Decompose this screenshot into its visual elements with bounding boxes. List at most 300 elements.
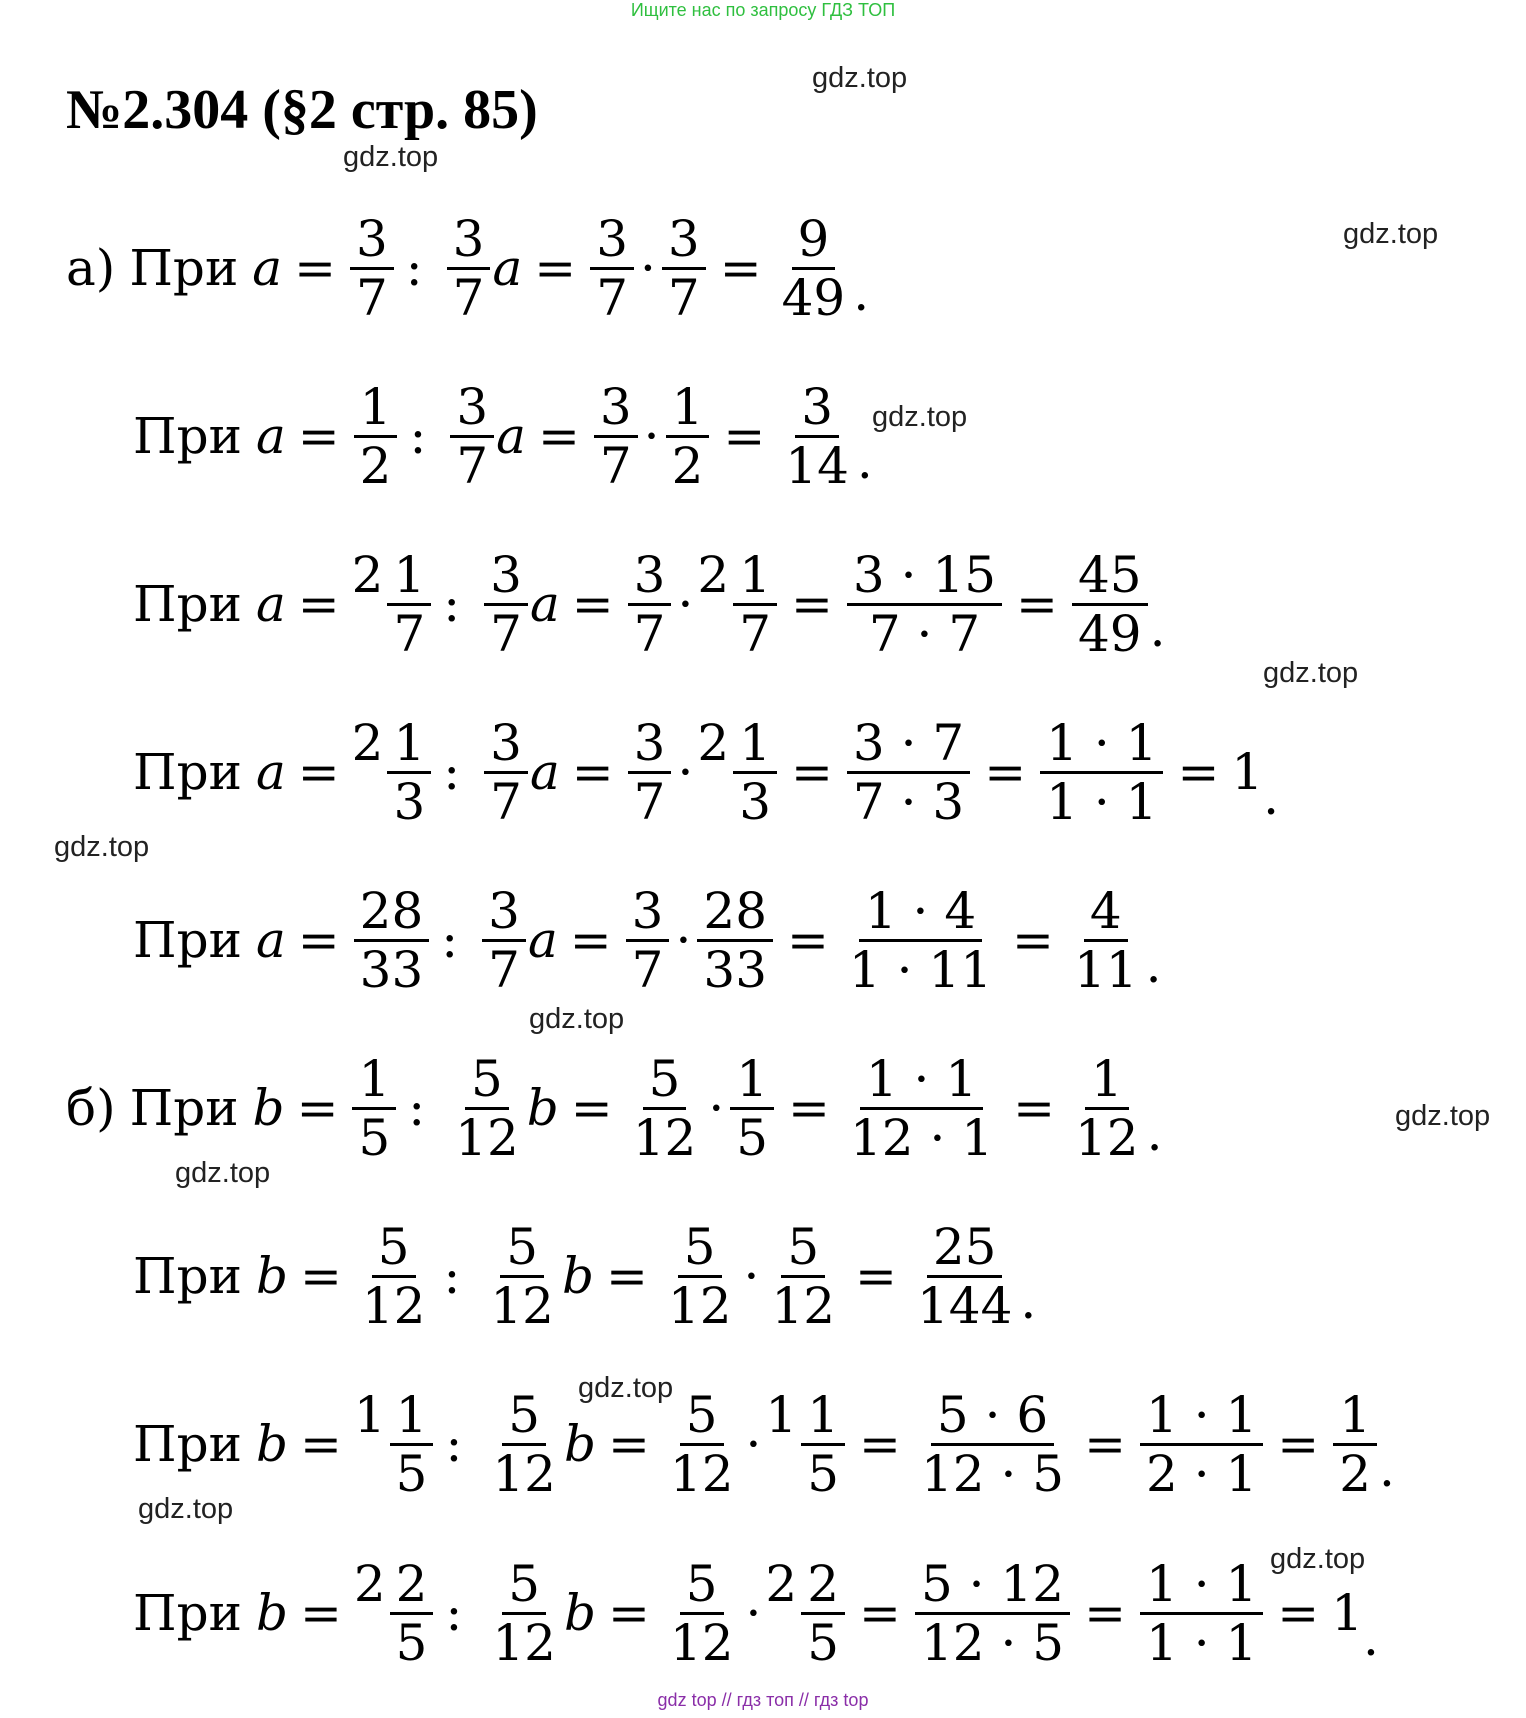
denominator: 5 xyxy=(807,1445,840,1503)
equals-sign: = xyxy=(607,1584,650,1642)
denominator: 12 xyxy=(455,1109,519,1167)
numerator: 5 · 6 xyxy=(931,1387,1054,1446)
variable: a xyxy=(255,743,286,801)
multiply-dot: · xyxy=(643,407,660,465)
argument-fraction-group xyxy=(660,210,708,326)
factor-fraction xyxy=(626,883,670,998)
numerator: 1 · 4 xyxy=(859,883,982,942)
given-value-fraction-group xyxy=(352,714,434,830)
coefficient-fraction xyxy=(447,211,491,326)
argument-fraction xyxy=(765,1219,841,1334)
denominator: 33 xyxy=(359,941,424,999)
pri-word: При xyxy=(133,1415,242,1473)
equals-sign: = xyxy=(719,239,762,297)
result-fraction xyxy=(776,211,852,326)
result-fraction xyxy=(915,1387,1070,1502)
watermark: gdz.top xyxy=(175,1157,271,1189)
result-fraction xyxy=(1333,1387,1377,1502)
denominator: 5 xyxy=(807,1614,840,1672)
denominator: 7 xyxy=(452,269,485,327)
numerator: 3 xyxy=(795,379,839,438)
denominator: 12 xyxy=(492,1614,556,1672)
period: . xyxy=(1146,1104,1163,1162)
denominator: 5 xyxy=(358,1109,391,1167)
factor-fraction-group xyxy=(660,1218,740,1334)
factor-fraction-group xyxy=(592,378,640,494)
equals-sign: = xyxy=(791,743,833,801)
equals-sign: = xyxy=(787,911,829,969)
equals-sign: = xyxy=(537,407,580,465)
coefficient-fraction-group xyxy=(445,210,493,326)
denominator: 11 xyxy=(1073,941,1138,999)
multiply-dot: · xyxy=(677,743,694,801)
equals-sign: = xyxy=(297,743,340,801)
equation-line xyxy=(133,1386,1395,1502)
pri-word: При xyxy=(133,1584,242,1642)
coefficient-fraction xyxy=(486,1387,562,1502)
given-value-fraction-group xyxy=(352,882,432,998)
denominator: 14 xyxy=(785,437,849,495)
denominator: 7 xyxy=(739,605,772,663)
equals-sign: = xyxy=(984,743,1027,801)
equals-sign: = xyxy=(607,1415,650,1473)
watermark: gdz.top xyxy=(1263,657,1359,689)
equals-sign: = xyxy=(1013,1079,1055,1137)
numerator: 3 xyxy=(350,211,394,270)
denominator: 12 xyxy=(667,1277,732,1335)
watermark: gdz.top xyxy=(1395,1100,1491,1132)
denominator: 1 · 11 xyxy=(848,941,993,999)
period: . xyxy=(1145,936,1162,994)
equals-sign: = xyxy=(859,1584,901,1642)
colon: : xyxy=(409,407,427,465)
result-fraction-group xyxy=(774,210,854,326)
numerator: 1 xyxy=(666,379,710,438)
equals-sign: = xyxy=(1084,1584,1126,1642)
numerator: 1 xyxy=(801,1387,845,1446)
result-fraction-group xyxy=(842,1050,1001,1166)
argument-fraction xyxy=(697,883,773,998)
denominator: 12 xyxy=(669,1445,734,1503)
factor-fraction xyxy=(628,715,672,830)
denominator: 7 xyxy=(631,941,664,999)
coefficient-fraction-group xyxy=(484,1386,564,1502)
numerator: 3 xyxy=(590,211,634,270)
numerator: 3 xyxy=(450,379,494,438)
colon: : xyxy=(445,1584,463,1642)
coefficient-fraction-group xyxy=(482,1218,562,1334)
numerator: 1 · 1 xyxy=(860,1051,983,1110)
variable: b xyxy=(255,1247,288,1305)
numerator: 2 xyxy=(390,1556,434,1615)
factor-fraction xyxy=(590,211,634,326)
equals-sign: = xyxy=(571,575,614,633)
result-fraction-group xyxy=(1038,714,1165,830)
watermark: gdz.top xyxy=(343,141,439,173)
denominator: 49 xyxy=(1077,605,1142,663)
denominator: 33 xyxy=(703,941,768,999)
equals-sign: = xyxy=(569,911,612,969)
numerator: 3 xyxy=(628,715,672,774)
result-fraction-group xyxy=(1066,882,1146,998)
colon: : xyxy=(445,1415,463,1473)
given-value-fraction-group xyxy=(352,546,434,662)
result-fraction xyxy=(779,379,855,494)
equals-sign: = xyxy=(859,1415,901,1473)
result-fraction xyxy=(847,715,970,830)
result-fraction xyxy=(843,883,998,998)
period: . xyxy=(1263,768,1280,826)
factor-fraction-group xyxy=(625,1050,705,1166)
equals-sign: = xyxy=(1277,1415,1320,1473)
denominator: 7 xyxy=(490,773,522,831)
numerator: 3 xyxy=(594,379,638,438)
factor-fraction-group xyxy=(624,882,672,998)
argument-fraction xyxy=(801,1556,845,1671)
denominator: 12 xyxy=(361,1277,426,1335)
coefficient-fraction-group xyxy=(447,1050,527,1166)
given-value-fraction-group xyxy=(354,1218,434,1334)
numerator: 4 xyxy=(1084,883,1128,942)
result-fraction-group xyxy=(1138,1555,1265,1671)
multiply-dot: · xyxy=(708,1079,725,1137)
coefficient-fraction xyxy=(484,1219,560,1334)
numerator: 3 xyxy=(484,547,528,606)
colon: : xyxy=(443,575,461,633)
equals-sign: = xyxy=(1177,743,1220,801)
equals-sign: = xyxy=(296,1079,339,1137)
whole-part: 1 xyxy=(353,1386,386,1444)
denominator: 7 xyxy=(490,605,522,663)
whole-part: 2 xyxy=(697,546,730,604)
argument-fraction xyxy=(801,1387,845,1502)
result-fraction xyxy=(844,1051,999,1166)
numerator: 1 xyxy=(1333,1387,1377,1446)
denominator: 7 xyxy=(667,269,700,327)
numerator: 1 xyxy=(1085,1051,1129,1110)
equals-sign: = xyxy=(791,575,833,633)
denominator: 7 xyxy=(488,941,520,999)
factor-fraction-group xyxy=(662,1555,742,1671)
result-fraction-group xyxy=(1331,1386,1379,1502)
numerator: 5 xyxy=(500,1219,544,1278)
coefficient-fraction-group xyxy=(482,546,530,662)
denominator: 12 · 5 xyxy=(920,1445,1065,1503)
period: . xyxy=(853,264,870,322)
final-result: 1 xyxy=(1331,1584,1364,1642)
denominator: 7 · 3 xyxy=(852,773,965,831)
numerator: 5 xyxy=(680,1387,724,1446)
denominator: 144 xyxy=(916,1277,1013,1335)
numerator: 3 xyxy=(662,211,706,270)
equals-sign: = xyxy=(1012,911,1054,969)
watermark: gdz.top xyxy=(1343,218,1439,250)
argument-fraction-group xyxy=(765,1386,847,1502)
numerator: 5 xyxy=(678,1219,722,1278)
numerator: 5 xyxy=(502,1556,546,1615)
coefficient-fraction-group xyxy=(484,1555,564,1671)
argument-fraction xyxy=(733,547,777,662)
factor-fraction-group xyxy=(588,210,636,326)
variable: b xyxy=(526,1079,559,1137)
page-title: №2.304 (§2 стр. 85) xyxy=(66,79,538,141)
factor-fraction-group xyxy=(626,546,674,662)
colon: : xyxy=(441,911,459,969)
numerator: 5 · 12 xyxy=(915,1556,1070,1615)
colon: : xyxy=(408,1079,426,1137)
numerator: 3 · 15 xyxy=(847,547,1002,606)
variable: b xyxy=(255,1415,288,1473)
numerator: 5 xyxy=(465,1051,509,1110)
denominator: 5 xyxy=(395,1445,428,1503)
whole-part: 2 xyxy=(351,714,384,772)
watermark: gdz.top xyxy=(529,1003,625,1035)
multiply-dot: · xyxy=(640,239,656,297)
factor-fraction xyxy=(662,1219,738,1334)
numerator: 3 xyxy=(628,547,672,606)
result-fraction-group xyxy=(1067,1050,1147,1166)
argument-fraction-group xyxy=(728,1050,776,1166)
given-value-fraction xyxy=(354,379,398,494)
numerator: 3 xyxy=(447,211,491,270)
numerator: 5 xyxy=(643,1051,687,1110)
result-fraction-group xyxy=(913,1386,1072,1502)
denominator: 2 xyxy=(671,437,704,495)
period: . xyxy=(856,432,873,490)
final-result: 1 xyxy=(1231,743,1264,801)
whole-part: 2 xyxy=(697,714,730,772)
denominator: 12 xyxy=(1074,1109,1139,1167)
equals-sign: = xyxy=(605,1247,648,1305)
period: . xyxy=(1020,1272,1037,1330)
watermark: gdz.top xyxy=(578,1372,674,1404)
denominator: 12 xyxy=(771,1277,836,1335)
result-fraction xyxy=(1140,1556,1263,1671)
argument-fraction xyxy=(666,379,710,494)
denominator: 7 xyxy=(633,773,666,831)
denominator: 7 xyxy=(633,605,666,663)
variable: a xyxy=(255,911,286,969)
given-value-fraction xyxy=(356,1219,432,1334)
numerator: 28 xyxy=(697,883,773,942)
pri-word: При xyxy=(133,575,242,633)
colon: : xyxy=(405,239,423,297)
denominator: 7 xyxy=(596,269,628,327)
result-fraction-group xyxy=(909,1218,1020,1334)
watermark: gdz.top xyxy=(54,831,150,863)
given-value-fraction xyxy=(387,547,431,662)
given-value-fraction-group xyxy=(354,1555,436,1671)
equation-line xyxy=(133,378,873,494)
whole-part: 2 xyxy=(765,1555,798,1613)
numerator: 1 · 1 xyxy=(1040,715,1163,774)
variable: a xyxy=(252,239,283,297)
given-value-fraction xyxy=(350,211,394,326)
argument-fraction xyxy=(733,715,777,830)
result-fraction xyxy=(915,1556,1070,1671)
equals-sign: = xyxy=(1016,575,1058,633)
watermark: gdz.top xyxy=(1270,1543,1366,1575)
numerator: 5 xyxy=(372,1219,416,1278)
coefficient-fraction xyxy=(482,883,526,998)
equals-sign: = xyxy=(570,1079,613,1137)
numerator: 5 xyxy=(502,1387,546,1446)
result-fraction xyxy=(1140,1387,1263,1502)
multiply-dot: · xyxy=(677,575,694,633)
coefficient-fraction-group xyxy=(448,378,496,494)
denominator: 49 xyxy=(781,269,846,327)
denominator: 5 xyxy=(736,1109,769,1167)
equals-sign: = xyxy=(299,1247,342,1305)
result-fraction-group xyxy=(845,714,972,830)
result-fraction xyxy=(911,1219,1018,1334)
result-fraction xyxy=(1040,715,1163,830)
equation-line xyxy=(133,1218,1036,1334)
numerator: 1 xyxy=(387,715,431,774)
coefficient-fraction-group xyxy=(482,714,530,830)
period: . xyxy=(1363,1609,1379,1667)
numerator: 3 · 7 xyxy=(847,715,970,774)
coefficient-fraction xyxy=(450,379,494,494)
denominator: 3 xyxy=(739,773,772,831)
equation-line xyxy=(133,1555,1379,1671)
numerator: 2 xyxy=(801,1556,845,1615)
numerator: 1 xyxy=(733,715,777,774)
coefficient-fraction xyxy=(484,547,528,662)
bottom-banner: gdz top // гдз топ // гдз top xyxy=(657,1690,869,1710)
multiply-dot: · xyxy=(743,1247,760,1305)
denominator: 12 xyxy=(490,1277,554,1335)
result-fraction-group xyxy=(845,546,1004,662)
result-fraction xyxy=(847,547,1002,662)
equation-line xyxy=(66,1050,1163,1166)
given-value-fraction xyxy=(352,1051,396,1166)
watermark: gdz.top xyxy=(138,1493,234,1525)
factor-fraction xyxy=(664,1387,740,1502)
multiply-dot: · xyxy=(745,1415,762,1473)
argument-fraction xyxy=(662,211,706,326)
whole-part: 2 xyxy=(351,546,384,604)
multiply-dot: · xyxy=(745,1584,762,1642)
given-value-fraction xyxy=(387,715,431,830)
part-label: б) xyxy=(66,1079,116,1137)
pri-word: При xyxy=(129,239,239,297)
pri-word: При xyxy=(129,1079,239,1137)
given-value-fraction-group xyxy=(354,1386,436,1502)
equals-sign: = xyxy=(297,407,340,465)
denominator: 7 xyxy=(599,437,632,495)
coefficient-fraction xyxy=(486,1556,562,1671)
variable: b xyxy=(563,1584,596,1642)
equals-sign: = xyxy=(1084,1415,1126,1473)
colon: : xyxy=(443,743,461,801)
equals-sign: = xyxy=(297,911,340,969)
argument-fraction xyxy=(730,1051,774,1166)
equals-sign: = xyxy=(294,239,336,297)
factor-fraction xyxy=(627,1051,703,1166)
denominator: 12 · 1 xyxy=(849,1109,994,1167)
factor-fraction xyxy=(664,1556,740,1671)
colon: : xyxy=(443,1247,461,1305)
denominator: 12 xyxy=(669,1614,734,1672)
part-label: а) xyxy=(66,239,116,297)
whole-part: 1 xyxy=(765,1386,798,1444)
numerator: 1 xyxy=(730,1051,774,1110)
numerator: 3 xyxy=(484,715,528,774)
given-value-fraction-group xyxy=(352,378,400,494)
pri-word: При xyxy=(133,743,242,801)
equals-sign: = xyxy=(571,743,614,801)
given-value-fraction xyxy=(390,1387,434,1502)
factor-fraction xyxy=(628,547,672,662)
equals-sign: = xyxy=(855,1247,897,1305)
variable: a xyxy=(255,407,286,465)
result-fraction-group xyxy=(1138,1386,1265,1502)
numerator: 1 xyxy=(387,547,431,606)
equation-line xyxy=(133,882,1161,998)
given-value-fraction-group xyxy=(350,1050,398,1166)
coefficient-fraction xyxy=(449,1051,525,1166)
numerator: 1 xyxy=(352,1051,396,1110)
result-fraction-group xyxy=(777,378,857,494)
numerator: 1 xyxy=(390,1387,434,1446)
period: . xyxy=(1379,1440,1395,1498)
pri-word: При xyxy=(133,407,242,465)
factor-fraction-group xyxy=(662,1386,742,1502)
denominator: 7 xyxy=(393,605,426,663)
equals-sign: = xyxy=(299,1415,342,1473)
denominator: 2 · 1 xyxy=(1145,1445,1258,1503)
coefficient-fraction-group xyxy=(480,882,528,998)
numerator: 45 xyxy=(1072,547,1148,606)
period: . xyxy=(1149,600,1166,658)
variable: a xyxy=(529,743,560,801)
given-value-fraction xyxy=(390,1556,434,1671)
result-fraction xyxy=(1069,1051,1145,1166)
argument-fraction-group xyxy=(697,546,779,662)
watermark: gdz.top xyxy=(872,401,968,433)
argument-fraction-group xyxy=(697,714,779,830)
variable: b xyxy=(561,1247,594,1305)
denominator: 7 · 7 xyxy=(868,605,981,663)
result-fraction-group xyxy=(1070,546,1150,662)
equation-line xyxy=(66,210,869,326)
denominator: 3 xyxy=(393,773,426,831)
argument-fraction-group xyxy=(664,378,712,494)
variable: a xyxy=(496,407,526,465)
equation-line xyxy=(133,546,1165,662)
numerator: 1 xyxy=(354,379,398,438)
denominator: 2 xyxy=(359,437,392,495)
result-fraction-group xyxy=(841,882,1000,998)
denominator: 12 · 5 xyxy=(920,1614,1065,1672)
numerator: 9 xyxy=(792,211,836,270)
pri-word: При xyxy=(133,911,242,969)
numerator: 1 · 1 xyxy=(1140,1556,1263,1615)
given-value-fraction xyxy=(354,883,430,998)
variable: b xyxy=(252,1079,285,1137)
variable: a xyxy=(527,911,558,969)
watermark: gdz.top xyxy=(812,62,908,94)
denominator: 5 xyxy=(395,1614,428,1672)
equals-sign: = xyxy=(534,239,577,297)
variable: a xyxy=(529,575,560,633)
result-fraction xyxy=(1072,547,1148,662)
equals-sign: = xyxy=(723,407,766,465)
coefficient-fraction xyxy=(484,715,528,830)
denominator: 2 xyxy=(1339,1445,1372,1503)
numerator: 5 xyxy=(680,1556,724,1615)
